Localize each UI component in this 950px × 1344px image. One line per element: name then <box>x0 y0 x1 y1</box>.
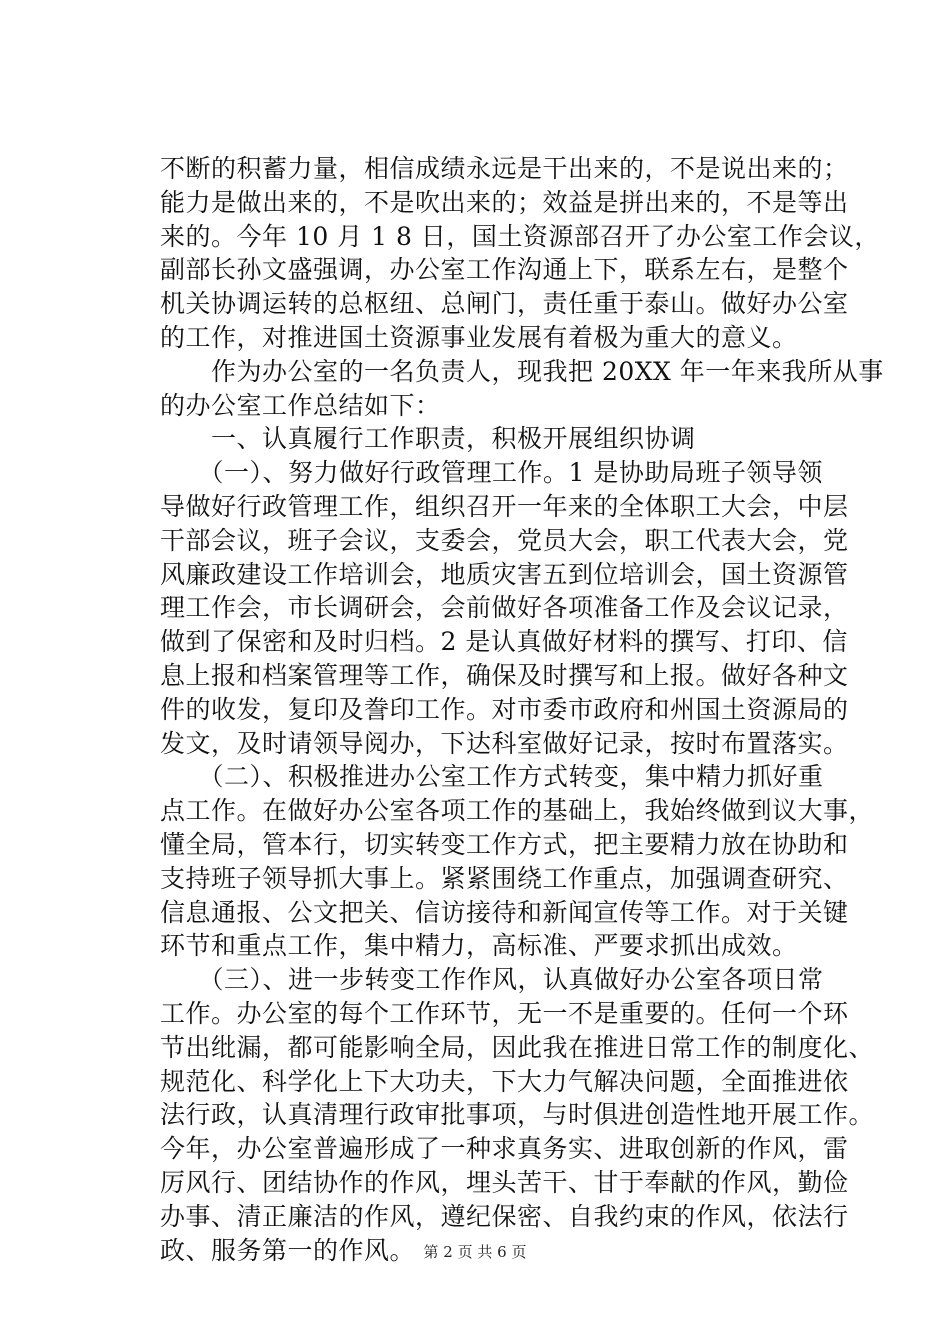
text-line: 节出纰漏，都可能影响全局，因此我在推进日常工作的制度化、 <box>160 1032 875 1062</box>
text-line: 信息通报、公文把关、信访接待和新闻宣传等工作。对于关键 <box>160 897 849 927</box>
text-line: （一）、努力做好行政管理工作。1 是协助局班子领导领 <box>160 458 823 488</box>
text-line: 发文，及时请领导阅办，下达科室做好记录，按时布置落实。 <box>160 728 849 758</box>
text-line: 做到了保密和及时归档。2 是认真做好材料的撰写、打印、信 <box>160 627 848 657</box>
text-line: 规范化、科学化上下大功夫，下大力气解决问题，全面推进依 <box>160 1066 849 1096</box>
text-line: 今年，办公室普遍形成了一种求真务实、进取创新的作风，雷 <box>160 1134 849 1164</box>
section-heading: 一、认真履行工作职责，积极开展组织协调 <box>160 424 696 454</box>
text-line: 点工作。在做好办公室各项工作的基础上，我始终做到议大事， <box>160 796 875 826</box>
text-line: （三）、进一步转变工作作风，认真做好办公室各项日常 <box>160 965 824 995</box>
text-line: 机关协调运转的总枢纽、总闸门，责任重于泰山。做好办公室 <box>160 289 849 319</box>
text-line: 能力是做出来的，不是吹出来的；效益是拼出来的，不是等出 <box>160 187 849 217</box>
text-line: 风廉政建设工作培训会，地质灾害五到位培训会，国土资源管 <box>160 559 849 589</box>
text-line: 理工作会，市长调研会，会前做好各项准备工作及会议记录， <box>160 593 849 623</box>
text-line: 办事、清正廉洁的作风，遵纪保密、自我约束的作风，依法行 <box>160 1201 849 1231</box>
text-line: （二）、积极推进办公室工作方式转变，集中精力抓好重 <box>160 762 824 792</box>
text-line: 法行政，认真清理行政审批事项，与时俱进创造性地开展工作。 <box>160 1100 875 1130</box>
text-line: 来的。今年 10 月 1 8 日，国土资源部召开了办公室工作会议， <box>160 221 880 251</box>
text-line: 导做好行政管理工作，组织召开一年来的全体职工大会，中层 <box>160 491 849 521</box>
document-body <box>160 152 884 1267</box>
text-line: 厉风行、团结协作的作风，埋头苦干、甘于奉献的作风，勤俭 <box>160 1167 849 1197</box>
text-line: 副部长孙文盛强调，办公室工作沟通上下，联系左右，是整个 <box>160 255 849 285</box>
text-line: 作为办公室的一名负责人，现我把 20XX 年一年来我所从事 <box>160 356 884 386</box>
text-line: 的办公室工作总结如下： <box>160 390 441 420</box>
text-line: 支持班子领导抓大事上。紧紧围绕工作重点，加强调查研究、 <box>160 863 849 893</box>
text-line: 政、服务第一的作风。 <box>160 1235 416 1265</box>
text-line: 的工作，对推进国土资源事业发展有着极为重大的意义。 <box>160 322 798 352</box>
text-line: 环节和重点工作，集中精力，高标准、严要求抓出成效。 <box>160 931 798 961</box>
text-line: 件的收发，复印及誊印工作。对市委市政府和州国土资源局的 <box>160 694 849 724</box>
text-line: 干部会议，班子会议，支委会，党员大会，职工代表大会，党 <box>160 525 849 555</box>
page-footer: 第 2 页 共 6 页 <box>423 1243 527 1261</box>
text-line: 息上报和档案管理等工作，确保及时撰写和上报。做好各种文 <box>160 660 849 690</box>
text-line: 不断的积蓄力量，相信成绩永远是干出来的，不是说出来的； <box>160 154 849 183</box>
text-line: 懂全局，管本行，切实转变工作方式，把主要精力放在协助和 <box>160 829 849 859</box>
text-line: 工作。办公室的每个工作环节，无一不是重要的。任何一个环 <box>160 998 849 1028</box>
